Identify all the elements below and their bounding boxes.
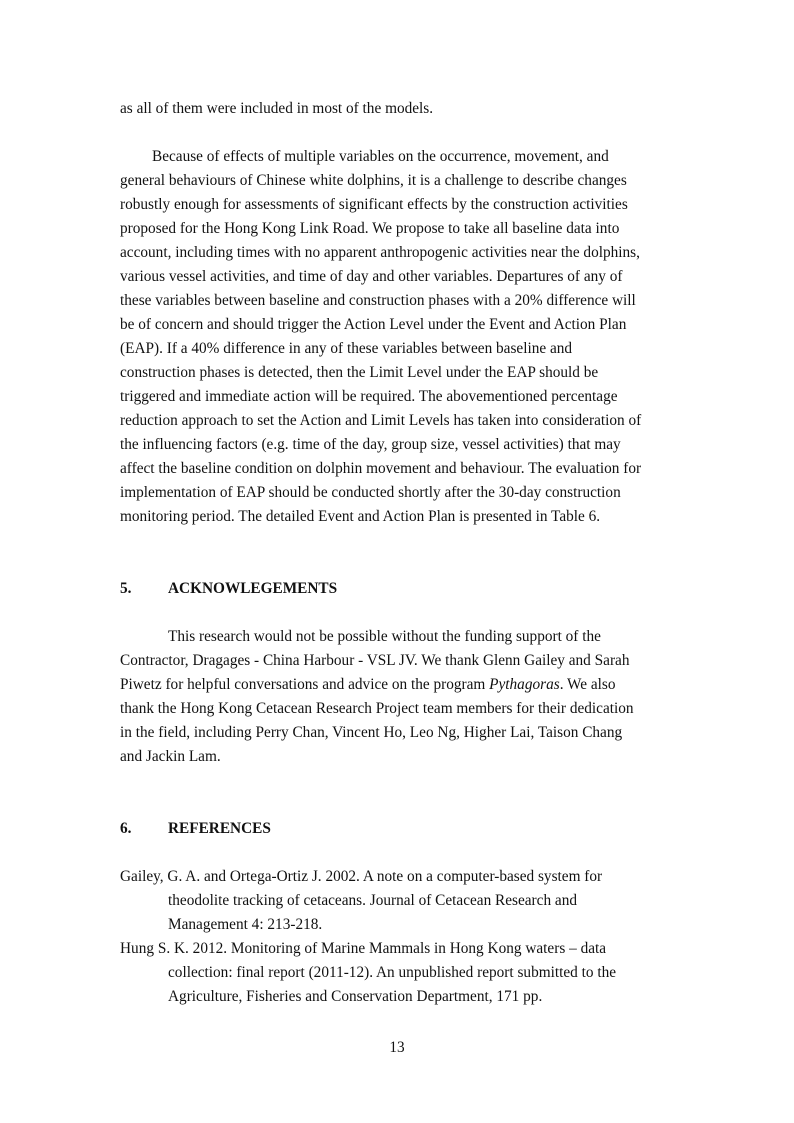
reference-line: Gailey, G. A. and Ortega-Ortiz J. 2002. A note on a computer-based system for xyxy=(120,868,603,885)
reference-line: Hung S. K. 2012. Monitoring of Marine Mammals in Hong Kong waters – data xyxy=(120,940,607,957)
paragraph-line: reduction approach to set the Action and Limit Levels has taken into consideration of xyxy=(120,412,642,429)
paragraph-line: Contractor, Dragages - China Harbour - VSL JV. We thank Glenn Gailey and Sarah xyxy=(120,652,630,669)
paragraph-line: various vessel activities, and time of day and other variables. Departures of any of xyxy=(120,268,623,285)
paragraph-line: and Jackin Lam. xyxy=(120,748,221,765)
paragraph-text: . We also xyxy=(559,676,616,693)
paragraph-line: proposed for the Hong Kong Link Road. We propose to take all baseline data into xyxy=(120,220,620,237)
continuation-text: as all of them were included in most of the models. xyxy=(120,100,434,117)
section-number: 6. xyxy=(120,820,132,837)
program-name: Pythagoras xyxy=(489,676,560,693)
section-number: 5. xyxy=(120,580,132,597)
paragraph-line: account, including times with no apparent anthropogenic activities near the dolphins, xyxy=(120,244,640,261)
reference-line: Management 4: 213-218. xyxy=(168,916,323,933)
paragraph-text: Piwetz for helpful conversations and advice on the program xyxy=(120,676,490,693)
paragraph-line: Because of effects of multiple variables on the occurrence, movement, and xyxy=(152,148,609,165)
paragraph-line: be of concern and should trigger the Action Level under the Event and Action Plan xyxy=(120,316,627,333)
paragraph-line xyxy=(120,673,616,697)
section-title: ACKNOWLEGEMENTS xyxy=(168,580,338,597)
page-number: 13 xyxy=(389,1039,405,1056)
paragraph-line: these variables between baseline and construction phases with a 20% difference will xyxy=(120,292,636,309)
paragraph-line: construction phases is detected, then the Limit Level under the EAP should be xyxy=(120,364,599,381)
paragraph-line: general behaviours of Chinese white dolphins, it is a challenge to describe changes xyxy=(120,172,627,189)
paragraph-line: implementation of EAP should be conducted shortly after the 30-day construction xyxy=(120,484,621,501)
paragraph-line: thank the Hong Kong Cetacean Research Project team members for their dedication xyxy=(120,700,634,717)
paragraph-line: affect the baseline condition on dolphin movement and behaviour. The evaluation for xyxy=(120,460,642,477)
paragraph-line: in the field, including Perry Chan, Vincent Ho, Leo Ng, Higher Lai, Taison Chang xyxy=(120,724,623,741)
paragraph-line: monitoring period. The detailed Event and Action Plan is presented in Table 6. xyxy=(120,508,601,525)
reference-line: Agriculture, Fisheries and Conservation Department, 171 pp. xyxy=(168,988,543,1005)
paragraph-line: robustly enough for assessments of significant effects by the construction activities xyxy=(120,196,628,213)
paragraph-line: This research would not be possible without the funding support of the xyxy=(168,628,601,645)
reference-line: theodolite tracking of cetaceans. Journal of Cetacean Research and xyxy=(168,892,578,909)
reference-line: collection: final report (2011-12). An unpublished report submitted to the xyxy=(168,964,617,981)
section-title: REFERENCES xyxy=(168,820,271,837)
paragraph-line: the influencing factors (e.g. time of the day, group size, vessel activities) that may xyxy=(120,436,621,453)
paragraph-line: triggered and immediate action will be required. The abovementioned percentage xyxy=(120,388,618,405)
paragraph-line: (EAP). If a 40% difference in any of these variables between baseline and xyxy=(120,340,573,357)
